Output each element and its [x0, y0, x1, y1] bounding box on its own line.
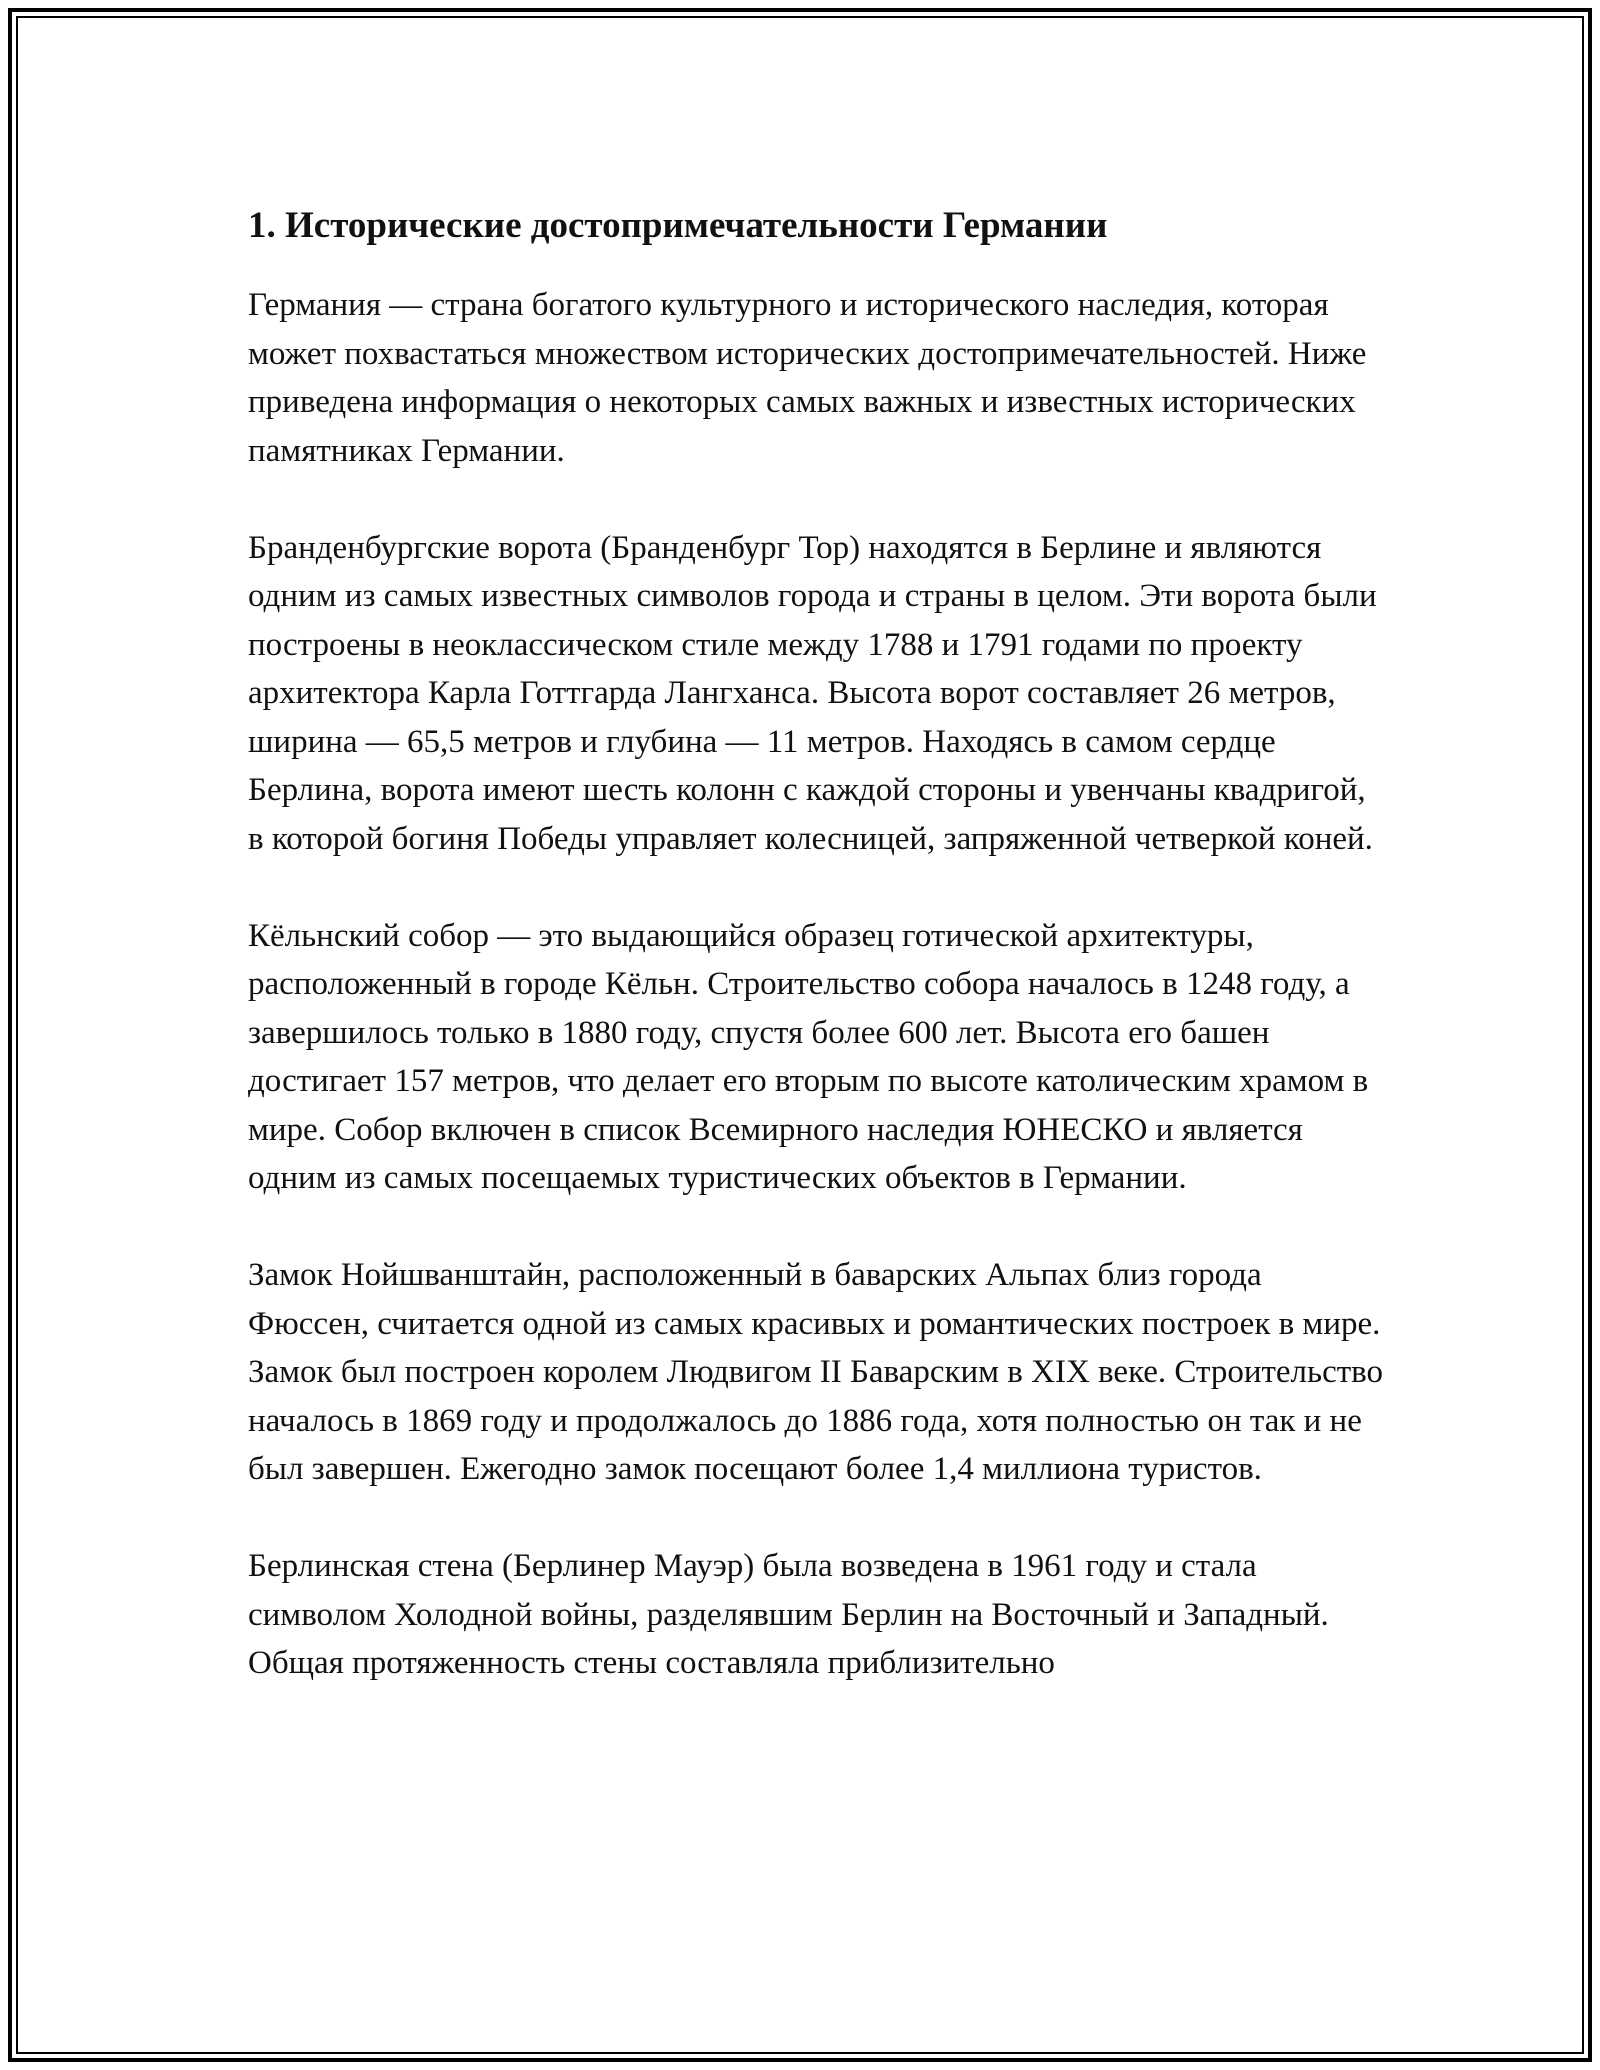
berlin-wall-paragraph: Берлинская стена (Берлинер Мауэр) была возведена в 1961 году и стала символом Холодной войны, разделявшим Берлин на Восточный и Западный. Общая протяженность стены составляла приблизительно [248, 1548, 1329, 1681]
intro-paragraph: Германия — страна богатого культурного и исторического наследия, которая может похвастаться множеством исторических достопримечательностей. Ниже приведена информация о некоторых самых важных и известных исторических памятниках Германии. [248, 287, 1367, 469]
cologne-cathedral-paragraph: Кёльнский собор — это выдающийся образец готической архитектуры, расположенный в городе Кёльн. Строительство собора началось в 1248 году, а завершилось только в 1880 году, спустя более 600 лет. Высота его башен достигает 157 метров, что делает его вторым по высоте католическим храмом в мире. Собор включен в список Всемирного наследия ЮНЕСКО и является одним из самых посещаемых туристических объектов в Германии. [248, 917, 1369, 1196]
document-body [248, 197, 1388, 1736]
page-border [8, 8, 1592, 2062]
page-title: 1. Исторические достопримечательности Германии [248, 205, 1108, 246]
neuschwanstein-paragraph: Замок Нойшванштайн, расположенный в баварских Альпах близ города Фюссен, считается одной из самых красивых и романтических построек в мире. Замок был построен королем Людвигом II Баварским в XIX веке. Строительство началось в 1869 году и продолжалось до 1886 года, хотя полностью он так и не был завершен. Ежегодно замок посещают более 1,4 миллиона туристов. [248, 1257, 1384, 1487]
brandenburg-gate-paragraph: Бранденбургские ворота (Бранденбург Тор) находятся в Берлине и являются одним из самых известных символов города и страны в целом. Эти ворота были построены в неоклассическом стиле между 1788 и 1791 годами по проекту архитектора Карла Готтгарда Лангханса. Высота ворот составляет 26 метров, ширина — 65,5 метров и глубина — 11 метров. Находясь в самом сердце Берлина, ворота имеют шесть колонн с каждой стороны и увенчаны квадригой, в которой богиня Победы управляет колесницей, запряженной четверкой коней. [248, 529, 1377, 857]
